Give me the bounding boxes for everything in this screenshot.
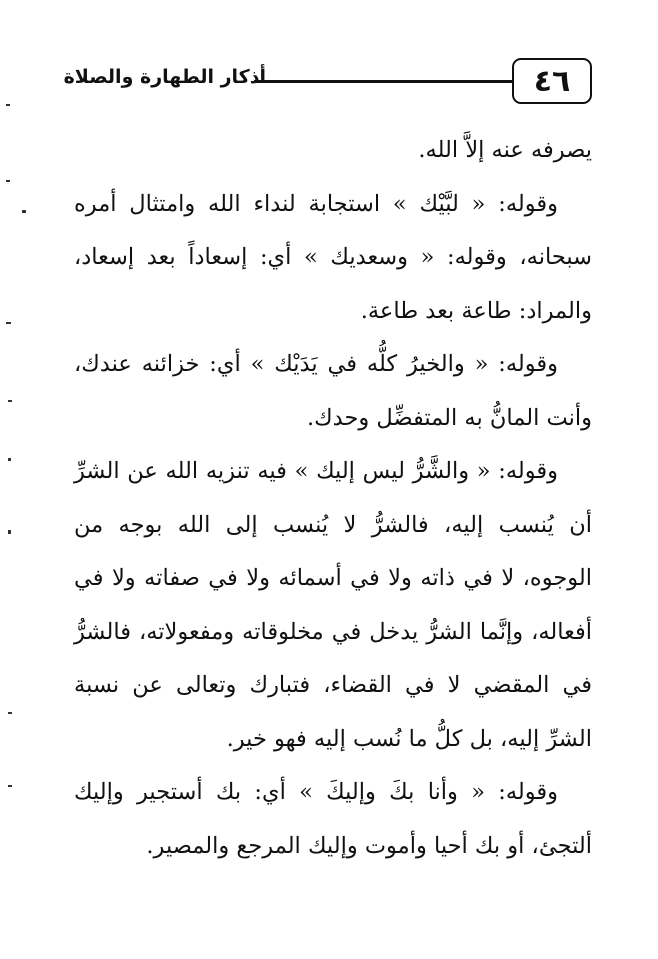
scan-mark <box>6 104 10 106</box>
scan-mark <box>8 712 12 714</box>
scan-mark <box>6 180 10 182</box>
page-number: ٤٦ <box>512 58 592 104</box>
body-text <box>74 124 592 873</box>
scan-mark <box>8 785 12 787</box>
running-title: أذكار الطهارة والصلاة <box>63 66 266 88</box>
scan-mark <box>6 322 11 324</box>
scan-mark <box>8 530 11 534</box>
paragraph: وقوله: « والخيرُ كلُّه في يَدَيْك » أي: خزائنه عندك، وأنت المانُّ به المتفضِّل وحدك. <box>74 351 592 431</box>
scan-mark <box>8 400 12 402</box>
paragraph: وقوله: « لبَّيْك » استجابة لنداء الله وامتثال أمره سبحانه، وقوله: « وسعديك » أي: إسعاداً بعد إسعاد، والمراد: طاعة بعد طاعة. <box>74 190 592 324</box>
paragraph: وقوله: « وأنا بكَ وإليكَ » أي: بك أستجير وإليك ألتجئ، أو بك أحيا وأموت وإليك المرجع والمصير. <box>74 779 592 859</box>
scan-mark <box>8 458 11 461</box>
page-header <box>63 58 592 106</box>
paragraph: وقوله: « والشَّرُّ ليس إليك » فيه تنزيه الله عن الشرِّ أن يُنسب إليه، فالشرُّ لا يُنسب إلى الله بوجه من الوجوه، لا في ذاته ولا في أسمائه ولا في صفاته ولا في أفعاله، وإنَّما الشرُّ يدخل في مخلوقاته ومفعولاته، فالشرُّ في المقضي لا في القضاء، فتبارك وتعالى عن نسبة الشرِّ إليه، بل كلُّ ما نُسب إليه فهو خير. <box>74 458 592 752</box>
paragraph: يصرفه عنه إلاَّ الله. <box>418 137 592 163</box>
scan-mark <box>22 210 26 213</box>
header-rule <box>254 80 514 83</box>
